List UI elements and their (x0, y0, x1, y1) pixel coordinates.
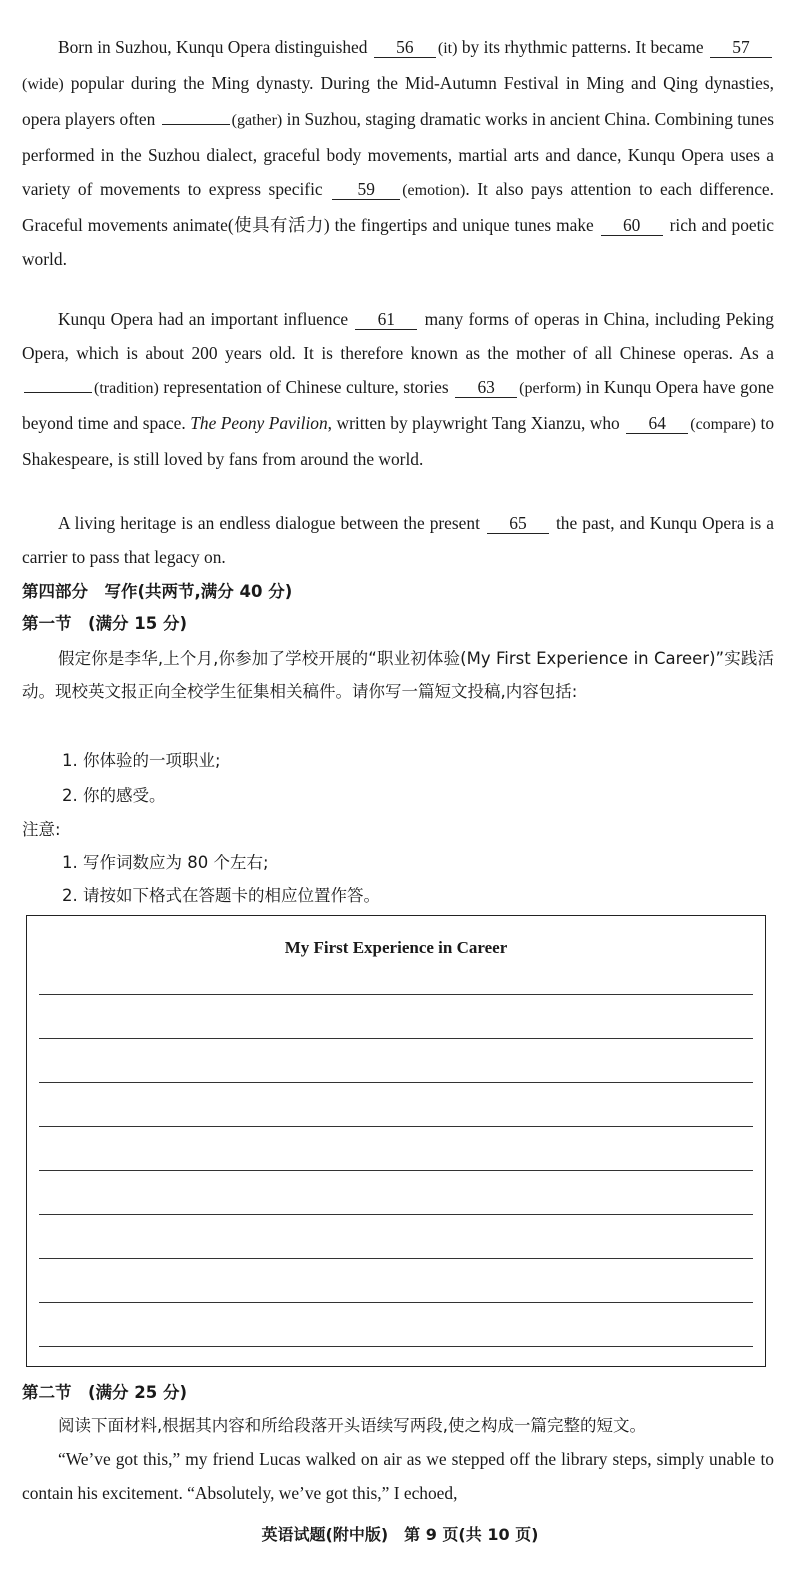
text: , written by playwright Tang Xianzu, who (327, 413, 625, 433)
work-title: The Peony Pavilion (190, 413, 328, 433)
hint-62: (tradition) (94, 380, 159, 397)
blank-62 (24, 392, 92, 393)
blank-57: 57 (710, 37, 772, 58)
text: in Suzhou, staging dramatic works in ancient China. Combining tunes performed in the Suzhou dialect, graceful body movements, martial arts and dance, Kunqu Opera uses a variety of movements to express specific (22, 109, 774, 199)
blank-63: 63 (455, 377, 517, 398)
section1-heading: 第一节 (满分 15 分) (22, 614, 188, 633)
hint-59: (emotion) (402, 182, 466, 199)
passage-paragraph-1 (22, 30, 774, 276)
section2-heading: 第二节 (满分 25 分) (22, 1383, 188, 1402)
hint-57: (wide) (22, 76, 64, 93)
blank-59: 59 (332, 179, 400, 200)
content-item-1: 1. 你体验的一项职业; (62, 751, 221, 770)
text: Born in Suzhou, Kunqu Opera distinguished (58, 37, 372, 57)
blank-61: 61 (355, 309, 417, 330)
text: . It also pays attention to each difference. Graceful movements animate(使具有活力) the fingertips and unique tunes make (22, 179, 774, 235)
continuation-story: “We’ve got this,” my friend Lucas walked on air as we stepped off the library steps, simply unable to contain his excitement. “Absolutely, we’ve got this,” I echoed, (22, 1449, 774, 1503)
text: rich and poetic world. (22, 215, 775, 269)
text: to Shakespeare, is still loved by fans from around the world. (22, 413, 775, 469)
part4-heading: 第四部分 写作(共两节,满分 40 分) (22, 582, 293, 601)
blank-56: 56 (374, 37, 436, 58)
writing-line (39, 1258, 753, 1259)
blank-65: 65 (487, 513, 549, 534)
passage-paragraph-3 (22, 506, 774, 574)
writing-line (39, 1302, 753, 1303)
hint-56: (it) (437, 40, 458, 57)
text: by its rhythmic patterns. It became (457, 37, 708, 57)
notice-label: 注意: (22, 820, 61, 839)
writing-line (39, 1170, 753, 1171)
writing-line (39, 994, 753, 995)
note-1: 1. 写作词数应为 80 个左右; (62, 853, 269, 872)
writing-line (39, 1082, 753, 1083)
note-2: 2. 请按如下格式在答题卡的相应位置作答。 (62, 886, 380, 905)
blank-58 (162, 124, 230, 125)
text: many forms of operas in China, including Peking Opera, which is about 200 years old. It is therefore known as the mother of all Chinese operas. As a (22, 309, 775, 363)
section2-prompt: 阅读下面材料,根据其内容和所给段落开头语续写两段,使之构成一篇完整的短文。 (58, 1416, 646, 1435)
hint-58: (gather) (231, 112, 283, 129)
text: the past, and Kunqu Opera is a carrier to pass that legacy on. (22, 513, 774, 567)
text: popular during the Ming dynasty. During the Mid-Autumn Festival in Ming and Qing dynasties, opera players often (22, 73, 774, 129)
blank-64: 64 (626, 413, 688, 434)
writing-line (39, 1126, 753, 1127)
content-item-2: 2. 你的感受。 (62, 786, 166, 805)
writing-line (39, 1038, 753, 1039)
hint-63: (perform) (519, 380, 582, 397)
section1-prompt: 假定你是李华,上个月,你参加了学校开展的“职业初体验(My First Experience in Career)”实践活动。现校英文报正向全校学生征集相关稿件。请你写一篇短文投稿,内容包括: (22, 649, 774, 701)
writing-line (39, 1214, 753, 1215)
answer-box (26, 915, 766, 1367)
text: Kunqu Opera had an important influence (58, 309, 354, 329)
text: representation of Chinese culture, stories (158, 377, 454, 397)
blank-60: 60 (601, 215, 663, 236)
passage-paragraph-2 (22, 302, 774, 476)
answer-box-title: My First Experience in Career (284, 938, 508, 957)
page-footer: 英语试题(附中版) 第 9 页(共 10 页) (261, 1525, 539, 1544)
text: A living heritage is an endless dialogue between the present (58, 513, 485, 533)
text: in Kunqu Opera have gone beyond time and space. (22, 377, 774, 433)
writing-line (39, 1346, 753, 1347)
hint-64: (compare) (690, 416, 756, 433)
